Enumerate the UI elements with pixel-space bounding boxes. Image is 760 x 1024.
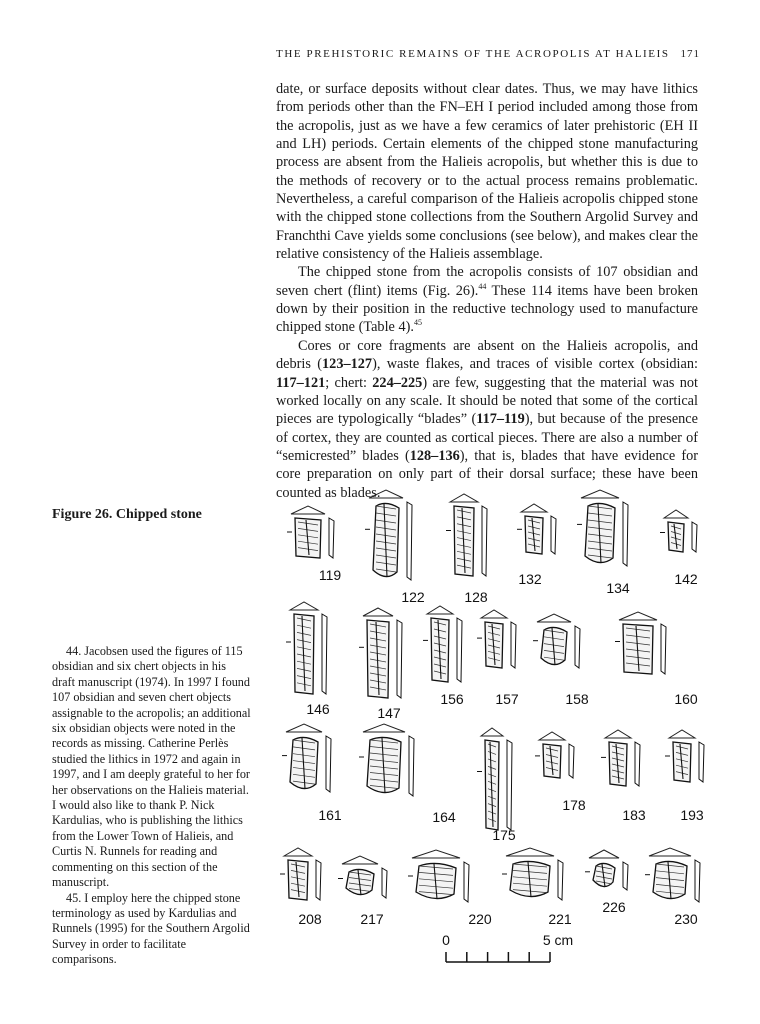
p3-bold-ref: 117–119 bbox=[476, 411, 525, 428]
figure-label-119: 119 bbox=[318, 567, 342, 583]
paragraph-1: date, or surface deposits without clear dates. Thus, we may have lithics from periods other than the FN–EH I period included among those from the acropolis, just as we have a few ceramics of later prehistoric (EH II and LH) periods. Certain elements of the chipped stone manufacturing process are absent from the Halieis acropolis, but whether this is due to the methods of recovery or to the actual process remains problematic. Nevertheless, a careful comparison of the Halieis acropolis chipped stone with the chipped stone collections from the Southern Argolid Survey and Franchthi Cave yields some conclusions (see below), and makes clear the relative consistency of the Halieis assemblage. bbox=[276, 81, 698, 263]
profile-view bbox=[507, 740, 512, 830]
profile-view bbox=[635, 742, 640, 786]
lithic-item bbox=[577, 490, 628, 566]
figure-label-132: 132 bbox=[518, 571, 542, 587]
figure-label-217: 217 bbox=[360, 911, 384, 927]
paragraph-3 bbox=[276, 337, 698, 502]
p2-text-b: These 114 items have been broken down by their position in the reductive technology used to manufacture chipped stone (Table 4). bbox=[276, 282, 699, 336]
p2-text-a: The chipped stone from the acropolis consists of 107 obsidian and seven chert (flint) items (Fig. 26). bbox=[276, 264, 698, 299]
scale-max-label: 5 cm bbox=[542, 932, 574, 948]
platform-view bbox=[619, 612, 657, 620]
footnote-ref-44[interactable]: 44 bbox=[478, 282, 487, 292]
figure-chipped-stone bbox=[268, 488, 708, 968]
platform-view bbox=[412, 850, 460, 858]
figure-label-157: 157 bbox=[495, 691, 519, 707]
figure-label-175: 175 bbox=[492, 827, 516, 843]
lithic-item bbox=[338, 856, 387, 898]
paragraph-2 bbox=[276, 263, 698, 336]
figure-label-122: 122 bbox=[401, 589, 425, 605]
profile-view bbox=[326, 736, 331, 792]
profile-view bbox=[551, 516, 556, 554]
lithic-item bbox=[517, 504, 556, 554]
platform-view bbox=[363, 724, 405, 732]
platform-view bbox=[581, 490, 619, 498]
figure-label-183: 183 bbox=[622, 807, 646, 823]
p3-bold-ref: 128–136 bbox=[409, 447, 460, 464]
platform-view bbox=[669, 730, 695, 738]
profile-view bbox=[382, 868, 387, 898]
profile-view bbox=[623, 862, 628, 890]
figure-label-158: 158 bbox=[565, 691, 589, 707]
p3-bold-ref: 117–121 bbox=[276, 374, 326, 391]
body-text bbox=[276, 80, 698, 502]
platform-view bbox=[649, 848, 691, 856]
lithic-item bbox=[282, 724, 331, 792]
figure-label-193: 193 bbox=[680, 807, 704, 823]
figure-label-226: 226 bbox=[602, 899, 626, 915]
platform-view bbox=[284, 848, 312, 856]
platform-view bbox=[481, 610, 507, 618]
lithic-item bbox=[408, 850, 469, 902]
figure-label-221: 221 bbox=[548, 911, 572, 927]
platform-view bbox=[291, 506, 325, 514]
platform-view bbox=[450, 494, 478, 502]
lithic-item bbox=[359, 608, 402, 698]
scale-zero-label: 0 bbox=[442, 932, 450, 948]
p3-bold-ref: 123–127 bbox=[322, 356, 373, 373]
lithic-item bbox=[660, 510, 697, 552]
platform-view bbox=[537, 614, 571, 622]
footnote-44: 44. Jacobsen used the figures of 115 obsidian and six chert objects in his draft manuscript (1974). In 1997 I found 107 obsidian and seven chert objects assignable to the acropolis; an additional six obsidian objects were noted in the records as missing. Catherine Perlès studied the lithics in 1972 and again in 1997, and I am deeply grateful to her for her observations on the Halieis material. I would also like to thank P. Nick Kardulias, who is publishing the lithics from the Lower Town of Halieis, and Curtis N. Runnels for reading and commenting on this section of the manuscript. bbox=[52, 644, 251, 890]
footnote-ref-45[interactable]: 45 bbox=[413, 318, 422, 328]
profile-view bbox=[482, 506, 487, 576]
lithic-item bbox=[477, 610, 516, 668]
figure-label-147: 147 bbox=[377, 705, 401, 721]
p3-text: ), that is, blades that have evidence for core preparation on only part of their dorsal surface; these have been counted as blades. bbox=[276, 447, 699, 501]
figure-label-164: 164 bbox=[432, 809, 456, 825]
p3-bold-ref: 224–225 bbox=[372, 374, 423, 391]
profile-view bbox=[316, 860, 321, 900]
lithic-item bbox=[645, 848, 700, 902]
profile-view bbox=[623, 502, 628, 566]
profile-view bbox=[409, 736, 414, 796]
figure-label-156: 156 bbox=[440, 691, 464, 707]
platform-view bbox=[539, 732, 565, 740]
platform-view bbox=[664, 510, 688, 518]
lithic-item bbox=[615, 612, 666, 674]
platform-view bbox=[369, 490, 403, 498]
p3-text: ; chert: bbox=[325, 374, 373, 391]
lithic-item bbox=[287, 506, 334, 558]
figure-label-146: 146 bbox=[306, 701, 330, 717]
platform-view bbox=[286, 724, 322, 732]
profile-view bbox=[322, 614, 327, 694]
figure-label-208: 208 bbox=[298, 911, 322, 927]
scale-bar bbox=[446, 952, 550, 962]
figure-label-230: 230 bbox=[674, 911, 698, 927]
p3-text: ), but because of the presence of cortex, they are counted as cortical pieces. There are also a number of “semicrested” blades ( bbox=[276, 411, 699, 464]
lithic-item bbox=[502, 848, 563, 900]
profile-view bbox=[695, 860, 700, 902]
profile-view bbox=[407, 502, 412, 580]
lithic-item bbox=[535, 732, 574, 778]
figure-label-128: 128 bbox=[464, 589, 488, 605]
footnotes bbox=[52, 644, 252, 968]
profile-view bbox=[329, 518, 334, 558]
running-head bbox=[276, 48, 700, 66]
platform-view bbox=[506, 848, 554, 856]
profile-view bbox=[397, 620, 402, 698]
chipped-stone-drawings bbox=[268, 488, 708, 968]
profile-view bbox=[699, 742, 704, 782]
platform-view bbox=[521, 504, 547, 512]
lithic-item bbox=[585, 850, 628, 890]
lithic-item bbox=[286, 602, 327, 694]
page-number: 171 bbox=[680, 48, 700, 60]
profile-view bbox=[692, 522, 697, 552]
figure-label-134: 134 bbox=[606, 580, 630, 596]
lithic-item bbox=[365, 490, 412, 580]
lithic-item bbox=[359, 724, 414, 796]
platform-view bbox=[342, 856, 378, 864]
platform-view bbox=[363, 608, 393, 616]
figure-label-160: 160 bbox=[674, 691, 698, 707]
lithic-item bbox=[446, 494, 487, 576]
profile-view bbox=[558, 860, 563, 900]
lithic-item bbox=[665, 730, 704, 782]
figure-caption: Figure 26. Chipped stone bbox=[52, 507, 202, 522]
profile-view bbox=[464, 862, 469, 902]
platform-view bbox=[605, 730, 631, 738]
p3-text: ) are few, suggesting that the material was not worked locally on any scale. It should be noted that some of the cortical pieces are typologically “blades” ( bbox=[276, 374, 698, 428]
p3-text: Cores or core fragments are absent on the Halieis acropolis, and debris ( bbox=[276, 337, 698, 373]
running-title: THE PREHISTORIC REMAINS OF THE ACROPOLIS AT HALIEIS bbox=[276, 48, 670, 60]
profile-view bbox=[511, 622, 516, 668]
lithic-item bbox=[533, 614, 580, 668]
profile-view bbox=[457, 618, 462, 682]
figure-label-161: 161 bbox=[318, 807, 342, 823]
figure-label-178: 178 bbox=[562, 797, 586, 813]
lithic-item bbox=[423, 606, 462, 682]
profile-view bbox=[661, 624, 666, 674]
platform-view bbox=[481, 728, 503, 736]
figure-label-220: 220 bbox=[468, 911, 492, 927]
lithic-item bbox=[280, 848, 321, 900]
platform-view bbox=[427, 606, 453, 614]
profile-view bbox=[575, 626, 580, 668]
lithic-item bbox=[601, 730, 640, 786]
p3-text: ), waste flakes, and traces of visible cortex (obsidian: bbox=[372, 356, 698, 373]
platform-view bbox=[290, 602, 318, 610]
platform-view bbox=[589, 850, 619, 858]
figure-label-142: 142 bbox=[674, 571, 698, 587]
lithic-item bbox=[477, 728, 512, 830]
profile-view bbox=[569, 744, 574, 778]
footnote-45: 45. I employ here the chipped stone terminology as used by Kardulias and Runnels (1995) for the Southern Argolid Survey in order to facilitate comparisons. bbox=[52, 890, 250, 967]
